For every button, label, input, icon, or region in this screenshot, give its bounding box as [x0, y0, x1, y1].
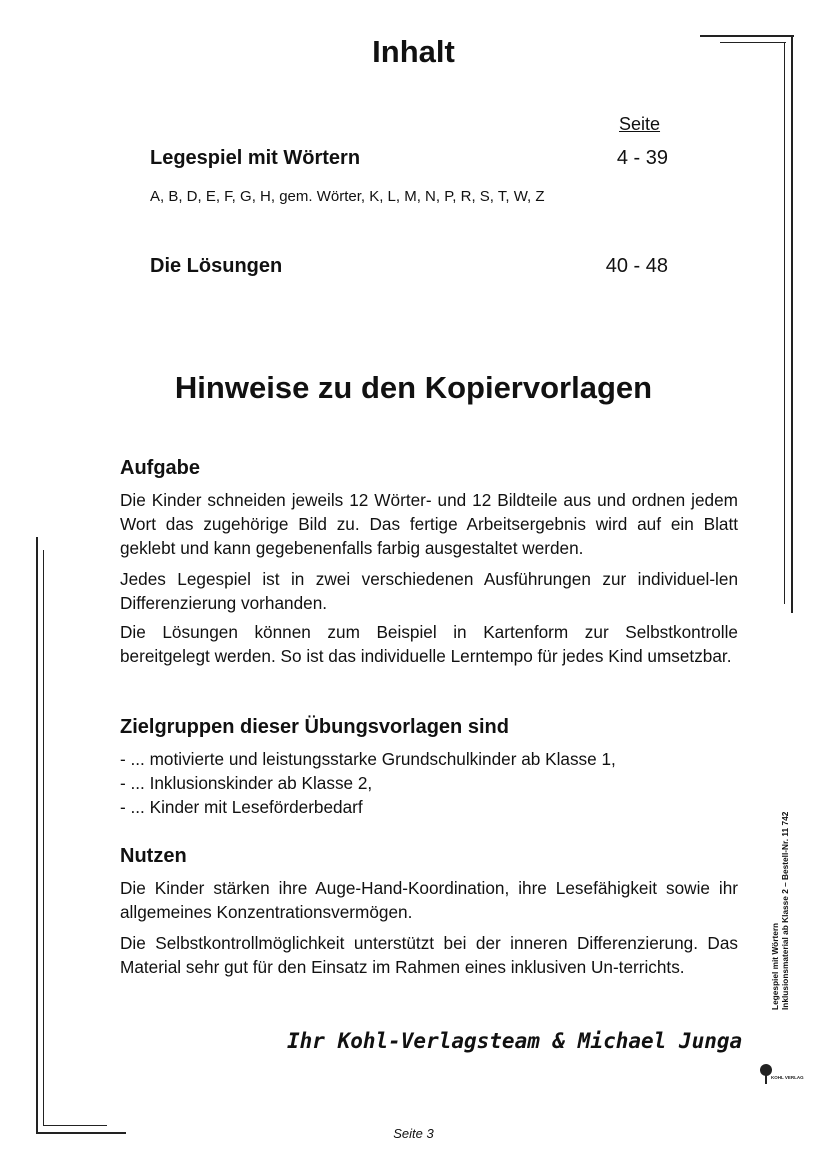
paragraph: Die Kinder schneiden jeweils 12 Wörter- und 12 Bildteile aus und ordnen jedem Wort das zugehörige Bild zu. Das fertige Arbeitsergebnis wird auf ein Blatt geklebt und kann gegebenenfalls farbig ausgestaltet werden. [120, 490, 738, 558]
section-heading: Aufgabe [120, 457, 200, 479]
section-heading: Nutzen [120, 845, 187, 867]
frame-left-line-2 [43, 550, 44, 1126]
toc-entry-pages: 4 - 39 [616, 147, 668, 169]
toc-sub-letters: A, B, D, E, F, G, H, gem. Wörter, K, L, M, N, P, R, S, T, W, Z [150, 188, 545, 205]
frame-right-line-1 [791, 35, 793, 613]
toc-entry-label: Legespiel mit Wörtern [150, 147, 361, 169]
frame-right-line-2 [784, 42, 785, 604]
toc-entry [150, 147, 668, 170]
toc-entry-pages: 40 - 48 [605, 255, 668, 277]
signature: Ihr Kohl-Verlagsteam & Michael Junga [287, 1029, 743, 1053]
section-heading: Zielgruppen dieser Übungsvorlagen sind [120, 716, 509, 738]
page-number: Seite 3 [393, 1126, 434, 1141]
paragraph: Die Lösungen können zum Beispiel in Kartenform zur Selbstkontrolle bereitgelegt werden. So ist das individuelle Lerntempo für jedes Kind umsetzbar. [120, 622, 738, 666]
list-item: - ... Kinder mit Leseförderbedarf [120, 797, 363, 817]
toc-entry [150, 255, 668, 278]
toc-title: Inhalt [372, 34, 455, 69]
paragraph: Die Kinder stärken ihre Auge-Hand-Koordination, ihre Lesefähigkeit sowie ihr allgemeines Konzentrationsvermögen. [120, 878, 738, 922]
frame-left-line-1 [36, 537, 38, 1134]
logo-text: KOHL VERLAG [771, 1075, 804, 1080]
sidebar-line-1: Legespiel mit Wörtern [770, 922, 780, 1010]
paragraph: Jedes Legespiel ist in zwei verschiedenen Ausführungen zur individuel-len Differenzierung vorhanden. [120, 569, 738, 613]
toc-entry-label: Die Lösungen [150, 255, 283, 277]
hints-title: Hinweise zu den Kopiervorlagen [174, 370, 653, 405]
tree-logo-icon [757, 1062, 804, 1086]
publisher-sidebar [770, 812, 790, 1010]
list-item: - ... Inklusionskinder ab Klasse 2, [120, 773, 373, 793]
list-item: - ... motivierte und leistungsstarke Grundschulkinder ab Klasse 1, [120, 749, 616, 769]
sidebar-line-2: Inklusionsmaterial ab Klasse 2 – Bestell-Nr. 11 742 [780, 811, 790, 1010]
paragraph: Die Selbstkontrollmöglichkeit unterstützt bei der inneren Differenzierung. Das Material sehr gut für den Einsatz im Rahmen eines inklusiven Un-terrichts. [120, 933, 738, 977]
toc-page-header: Seite [619, 114, 661, 134]
target-group-list [120, 747, 616, 819]
